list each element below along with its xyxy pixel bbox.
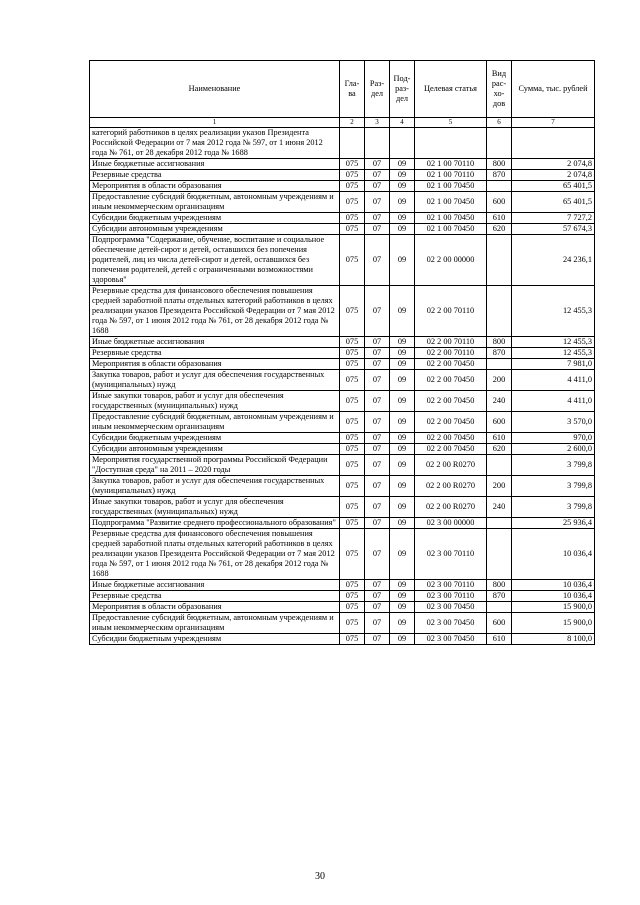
row-razdel: 07 bbox=[365, 580, 390, 591]
row-sum: 15 900,0 bbox=[512, 613, 595, 634]
column-number: 1 bbox=[90, 118, 340, 128]
table-row bbox=[90, 235, 595, 286]
row-podrazdel: 09 bbox=[390, 286, 415, 337]
row-sum: 3 799,8 bbox=[512, 455, 595, 476]
row-sum: 4 411,0 bbox=[512, 391, 595, 412]
row-glava: 075 bbox=[340, 286, 365, 337]
row-name: категорий работников в целях реализации указов Президента Российской Федерации от 7 мая 2012 года № 597, от 1 июня 2012 года № 761, от 28 декабря 2012 года № 1688 bbox=[90, 128, 340, 159]
table-row bbox=[90, 613, 595, 634]
row-podrazdel: 09 bbox=[390, 529, 415, 580]
row-vid: 600 bbox=[487, 613, 512, 634]
row-target: 02 2 00 70450 bbox=[415, 391, 487, 412]
row-vid: 610 bbox=[487, 634, 512, 645]
row-target: 02 3 00 70110 bbox=[415, 580, 487, 591]
row-glava: 075 bbox=[340, 444, 365, 455]
row-glava: 075 bbox=[340, 159, 365, 170]
table-row bbox=[90, 455, 595, 476]
column-number: 5 bbox=[415, 118, 487, 128]
row-glava: 075 bbox=[340, 455, 365, 476]
row-vid: 800 bbox=[487, 159, 512, 170]
row-vid: 240 bbox=[487, 391, 512, 412]
row-razdel: 07 bbox=[365, 359, 390, 370]
row-sum: 12 455,3 bbox=[512, 348, 595, 359]
row-target: 02 2 00 70110 bbox=[415, 348, 487, 359]
row-razdel: 07 bbox=[365, 518, 390, 529]
row-glava: 075 bbox=[340, 634, 365, 645]
row-razdel: 07 bbox=[365, 602, 390, 613]
row-razdel: 07 bbox=[365, 337, 390, 348]
row-vid: 600 bbox=[487, 192, 512, 213]
row-sum: 15 900,0 bbox=[512, 602, 595, 613]
row-podrazdel: 09 bbox=[390, 370, 415, 391]
table-row bbox=[90, 591, 595, 602]
column-number: 7 bbox=[512, 118, 595, 128]
row-podrazdel bbox=[390, 128, 415, 159]
table-row bbox=[90, 634, 595, 645]
row-sum: 8 100,0 bbox=[512, 634, 595, 645]
row-glava: 075 bbox=[340, 518, 365, 529]
table-row bbox=[90, 444, 595, 455]
row-sum: 3 570,0 bbox=[512, 412, 595, 433]
row-vid bbox=[487, 529, 512, 580]
row-name: Мероприятия в области образования bbox=[90, 181, 340, 192]
row-glava: 075 bbox=[340, 181, 365, 192]
row-razdel: 07 bbox=[365, 159, 390, 170]
row-target: 02 2 00 70110 bbox=[415, 286, 487, 337]
row-podrazdel: 09 bbox=[390, 634, 415, 645]
row-glava bbox=[340, 128, 365, 159]
row-razdel: 07 bbox=[365, 213, 390, 224]
row-podrazdel: 09 bbox=[390, 359, 415, 370]
row-glava: 075 bbox=[340, 476, 365, 497]
table-row bbox=[90, 286, 595, 337]
table-row bbox=[90, 433, 595, 444]
row-glava: 075 bbox=[340, 433, 365, 444]
row-name: Субсидии автономным учреждениям bbox=[90, 224, 340, 235]
row-razdel: 07 bbox=[365, 235, 390, 286]
row-razdel: 07 bbox=[365, 529, 390, 580]
row-sum: 7 727,2 bbox=[512, 213, 595, 224]
row-sum: 4 411,0 bbox=[512, 370, 595, 391]
header-vid: Вид рас-хо-дов bbox=[487, 61, 512, 118]
row-podrazdel: 09 bbox=[390, 613, 415, 634]
row-sum: 3 799,8 bbox=[512, 497, 595, 518]
row-target: 02 2 00 70450 bbox=[415, 370, 487, 391]
row-glava: 075 bbox=[340, 224, 365, 235]
header-target: Целевая статья bbox=[415, 61, 487, 118]
row-name: Мероприятия в области образования bbox=[90, 359, 340, 370]
row-glava: 075 bbox=[340, 602, 365, 613]
row-vid bbox=[487, 602, 512, 613]
row-glava: 075 bbox=[340, 529, 365, 580]
row-razdel: 07 bbox=[365, 591, 390, 602]
row-podrazdel: 09 bbox=[390, 580, 415, 591]
table-row bbox=[90, 128, 595, 159]
header-row bbox=[90, 61, 595, 118]
row-razdel: 07 bbox=[365, 412, 390, 433]
row-name: Резервные средства для финансового обеспечения повышения средней заработной платы отдельных категорий работников в целях реализации указов Президента Российской Федерации от 7 мая 2012 года № 597, от 1 июня 2012 года № 761, от 28 декабря 2012 года № 1688 bbox=[90, 286, 340, 337]
row-vid: 870 bbox=[487, 348, 512, 359]
row-glava: 075 bbox=[340, 591, 365, 602]
table-row bbox=[90, 476, 595, 497]
table-row bbox=[90, 412, 595, 433]
row-vid: 200 bbox=[487, 476, 512, 497]
row-razdel: 07 bbox=[365, 455, 390, 476]
column-number: 2 bbox=[340, 118, 365, 128]
table-row bbox=[90, 213, 595, 224]
row-target: 02 3 00 70450 bbox=[415, 613, 487, 634]
row-podrazdel: 09 bbox=[390, 224, 415, 235]
row-vid: 800 bbox=[487, 337, 512, 348]
row-target: 02 3 00 70450 bbox=[415, 634, 487, 645]
row-vid: 800 bbox=[487, 580, 512, 591]
row-glava: 075 bbox=[340, 370, 365, 391]
row-name: Подпрограмма "Содержание, обучение, воспитание и социальное обеспечение детей-сирот и детей, оставшихся без попечения родителей, лиц из числа детей-сирот и детей, оставшихся без попечения родителей, детей с ограниченными возможностями здоровья" bbox=[90, 235, 340, 286]
row-name: Резервные средства bbox=[90, 591, 340, 602]
row-target: 02 1 00 70450 bbox=[415, 181, 487, 192]
row-glava: 075 bbox=[340, 391, 365, 412]
table-row bbox=[90, 359, 595, 370]
row-vid: 610 bbox=[487, 213, 512, 224]
table-row bbox=[90, 181, 595, 192]
row-vid: 620 bbox=[487, 224, 512, 235]
column-number: 3 bbox=[365, 118, 390, 128]
table-row bbox=[90, 529, 595, 580]
row-glava: 075 bbox=[340, 170, 365, 181]
row-sum: 10 036,4 bbox=[512, 529, 595, 580]
row-razdel bbox=[365, 128, 390, 159]
row-vid bbox=[487, 128, 512, 159]
row-vid: 870 bbox=[487, 170, 512, 181]
row-name: Субсидии бюджетным учреждениям bbox=[90, 433, 340, 444]
table-row bbox=[90, 370, 595, 391]
row-glava: 075 bbox=[340, 359, 365, 370]
row-podrazdel: 09 bbox=[390, 518, 415, 529]
row-vid: 610 bbox=[487, 433, 512, 444]
row-razdel: 07 bbox=[365, 224, 390, 235]
row-vid bbox=[487, 359, 512, 370]
row-target: 02 1 00 70110 bbox=[415, 159, 487, 170]
row-sum: 24 236,1 bbox=[512, 235, 595, 286]
row-podrazdel: 09 bbox=[390, 602, 415, 613]
row-podrazdel: 09 bbox=[390, 192, 415, 213]
row-podrazdel: 09 bbox=[390, 412, 415, 433]
row-name: Субсидии автономным учреждениям bbox=[90, 444, 340, 455]
row-sum: 10 036,4 bbox=[512, 591, 595, 602]
column-number: 6 bbox=[487, 118, 512, 128]
row-podrazdel: 09 bbox=[390, 170, 415, 181]
row-razdel: 07 bbox=[365, 370, 390, 391]
header-name: Наименование bbox=[90, 61, 340, 118]
row-podrazdel: 09 bbox=[390, 455, 415, 476]
row-podrazdel: 09 bbox=[390, 159, 415, 170]
table-body bbox=[90, 128, 595, 645]
row-vid bbox=[487, 518, 512, 529]
row-sum: 7 981,0 bbox=[512, 359, 595, 370]
row-name: Подпрограмма "Развитие среднего профессионального образования" bbox=[90, 518, 340, 529]
row-razdel: 07 bbox=[365, 170, 390, 181]
row-target: 02 3 00 00000 bbox=[415, 518, 487, 529]
row-target: 02 2 00 70450 bbox=[415, 412, 487, 433]
row-name: Иные бюджетные ассигнования bbox=[90, 337, 340, 348]
row-podrazdel: 09 bbox=[390, 497, 415, 518]
row-sum: 2 074,8 bbox=[512, 170, 595, 181]
row-glava: 075 bbox=[340, 235, 365, 286]
row-target: 02 1 00 70450 bbox=[415, 213, 487, 224]
row-sum: 12 455,3 bbox=[512, 337, 595, 348]
row-name: Предоставление субсидий бюджетным, автономным учреждениям и иным некоммерческим организациям bbox=[90, 613, 340, 634]
row-razdel: 07 bbox=[365, 348, 390, 359]
row-razdel: 07 bbox=[365, 497, 390, 518]
row-target: 02 2 00 R0270 bbox=[415, 455, 487, 476]
table-row bbox=[90, 159, 595, 170]
row-name: Предоставление субсидий бюджетным, автономным учреждениям и иным некоммерческим организациям bbox=[90, 412, 340, 433]
row-sum: 25 936,4 bbox=[512, 518, 595, 529]
budget-table bbox=[89, 60, 595, 645]
row-name: Субсидии бюджетным учреждениям bbox=[90, 213, 340, 224]
row-vid: 600 bbox=[487, 412, 512, 433]
row-target: 02 1 00 70450 bbox=[415, 192, 487, 213]
row-sum: 57 674,3 bbox=[512, 224, 595, 235]
row-target: 02 2 00 70450 bbox=[415, 433, 487, 444]
row-vid: 240 bbox=[487, 497, 512, 518]
row-name: Мероприятия в области образования bbox=[90, 602, 340, 613]
table-row bbox=[90, 497, 595, 518]
row-target: 02 2 00 R0270 bbox=[415, 476, 487, 497]
row-vid bbox=[487, 235, 512, 286]
row-sum: 970,0 bbox=[512, 433, 595, 444]
row-glava: 075 bbox=[340, 412, 365, 433]
row-target: 02 2 00 R0270 bbox=[415, 497, 487, 518]
row-target: 02 1 00 70450 bbox=[415, 224, 487, 235]
row-podrazdel: 09 bbox=[390, 181, 415, 192]
row-name: Иные бюджетные ассигнования bbox=[90, 580, 340, 591]
row-podrazdel: 09 bbox=[390, 444, 415, 455]
row-podrazdel: 09 bbox=[390, 591, 415, 602]
row-target: 02 2 00 70110 bbox=[415, 337, 487, 348]
row-podrazdel: 09 bbox=[390, 348, 415, 359]
row-name: Резервные средства bbox=[90, 348, 340, 359]
row-target: 02 3 00 70110 bbox=[415, 591, 487, 602]
row-razdel: 07 bbox=[365, 286, 390, 337]
row-glava: 075 bbox=[340, 337, 365, 348]
table-row bbox=[90, 224, 595, 235]
row-name: Иные бюджетные ассигнования bbox=[90, 159, 340, 170]
row-target bbox=[415, 128, 487, 159]
row-target: 02 3 00 70450 bbox=[415, 602, 487, 613]
header-podrazdel: Под-раз-дел bbox=[390, 61, 415, 118]
row-razdel: 07 bbox=[365, 476, 390, 497]
column-number: 4 bbox=[390, 118, 415, 128]
row-target: 02 1 00 70110 bbox=[415, 170, 487, 181]
row-name: Иные закупки товаров, работ и услуг для обеспечения государственных (муниципальных) нужд bbox=[90, 391, 340, 412]
row-glava: 075 bbox=[340, 580, 365, 591]
header-sum: Сумма, тыс. рублей bbox=[512, 61, 595, 118]
row-podrazdel: 09 bbox=[390, 391, 415, 412]
row-target: 02 2 00 00000 bbox=[415, 235, 487, 286]
row-glava: 075 bbox=[340, 497, 365, 518]
table-row bbox=[90, 348, 595, 359]
row-sum: 65 401,5 bbox=[512, 192, 595, 213]
row-sum: 10 036,4 bbox=[512, 580, 595, 591]
row-razdel: 07 bbox=[365, 613, 390, 634]
row-vid: 200 bbox=[487, 370, 512, 391]
row-podrazdel: 09 bbox=[390, 235, 415, 286]
row-name: Иные закупки товаров, работ и услуг для обеспечения государственных (муниципальных) нужд bbox=[90, 497, 340, 518]
row-razdel: 07 bbox=[365, 192, 390, 213]
row-glava: 075 bbox=[340, 613, 365, 634]
row-vid: 620 bbox=[487, 444, 512, 455]
table-row bbox=[90, 192, 595, 213]
row-sum: 65 401,5 bbox=[512, 181, 595, 192]
row-razdel: 07 bbox=[365, 634, 390, 645]
table-row bbox=[90, 602, 595, 613]
row-sum: 2 074,8 bbox=[512, 159, 595, 170]
table-row bbox=[90, 518, 595, 529]
row-glava: 075 bbox=[340, 192, 365, 213]
table-row bbox=[90, 391, 595, 412]
row-sum bbox=[512, 128, 595, 159]
row-glava: 075 bbox=[340, 348, 365, 359]
row-glava: 075 bbox=[340, 213, 365, 224]
row-name: Закупка товаров, работ и услуг для обеспечения государственных (муниципальных) нужд bbox=[90, 370, 340, 391]
row-name: Мероприятия государственной программы Российской Федерации "Доступная среда" на 2011 – 2020 годы bbox=[90, 455, 340, 476]
row-target: 02 3 00 70110 bbox=[415, 529, 487, 580]
row-vid bbox=[487, 181, 512, 192]
row-razdel: 07 bbox=[365, 433, 390, 444]
row-razdel: 07 bbox=[365, 181, 390, 192]
column-number-row bbox=[90, 118, 595, 128]
row-sum: 12 455,3 bbox=[512, 286, 595, 337]
row-razdel: 07 bbox=[365, 391, 390, 412]
row-podrazdel: 09 bbox=[390, 337, 415, 348]
page-number: 30 bbox=[315, 871, 325, 882]
row-vid: 870 bbox=[487, 591, 512, 602]
row-podrazdel: 09 bbox=[390, 213, 415, 224]
row-target: 02 2 00 70450 bbox=[415, 359, 487, 370]
row-podrazdel: 09 bbox=[390, 433, 415, 444]
row-name: Резервные средства для финансового обеспечения повышения средней заработной платы отдельных категорий работников в целях реализации указов Президента Российской Федерации от 7 мая 2012 года № 597, от 1 июня 2012 года № 761, от 28 декабря 2012 года № 1688 bbox=[90, 529, 340, 580]
row-vid bbox=[487, 455, 512, 476]
row-target: 02 2 00 70450 bbox=[415, 444, 487, 455]
row-sum: 3 799,8 bbox=[512, 476, 595, 497]
table-row bbox=[90, 337, 595, 348]
row-razdel: 07 bbox=[365, 444, 390, 455]
header-glava: Гла-ва bbox=[340, 61, 365, 118]
row-podrazdel: 09 bbox=[390, 476, 415, 497]
table-row bbox=[90, 170, 595, 181]
table-row bbox=[90, 580, 595, 591]
row-name: Резервные средства bbox=[90, 170, 340, 181]
row-name: Закупка товаров, работ и услуг для обеспечения государственных (муниципальных) нужд bbox=[90, 476, 340, 497]
row-sum: 2 600,0 bbox=[512, 444, 595, 455]
row-name: Субсидии бюджетным учреждениям bbox=[90, 634, 340, 645]
row-name: Предоставление субсидий бюджетным, автономным учреждениям и иным некоммерческим организациям bbox=[90, 192, 340, 213]
row-vid bbox=[487, 286, 512, 337]
header-razdel: Раз-дел bbox=[365, 61, 390, 118]
